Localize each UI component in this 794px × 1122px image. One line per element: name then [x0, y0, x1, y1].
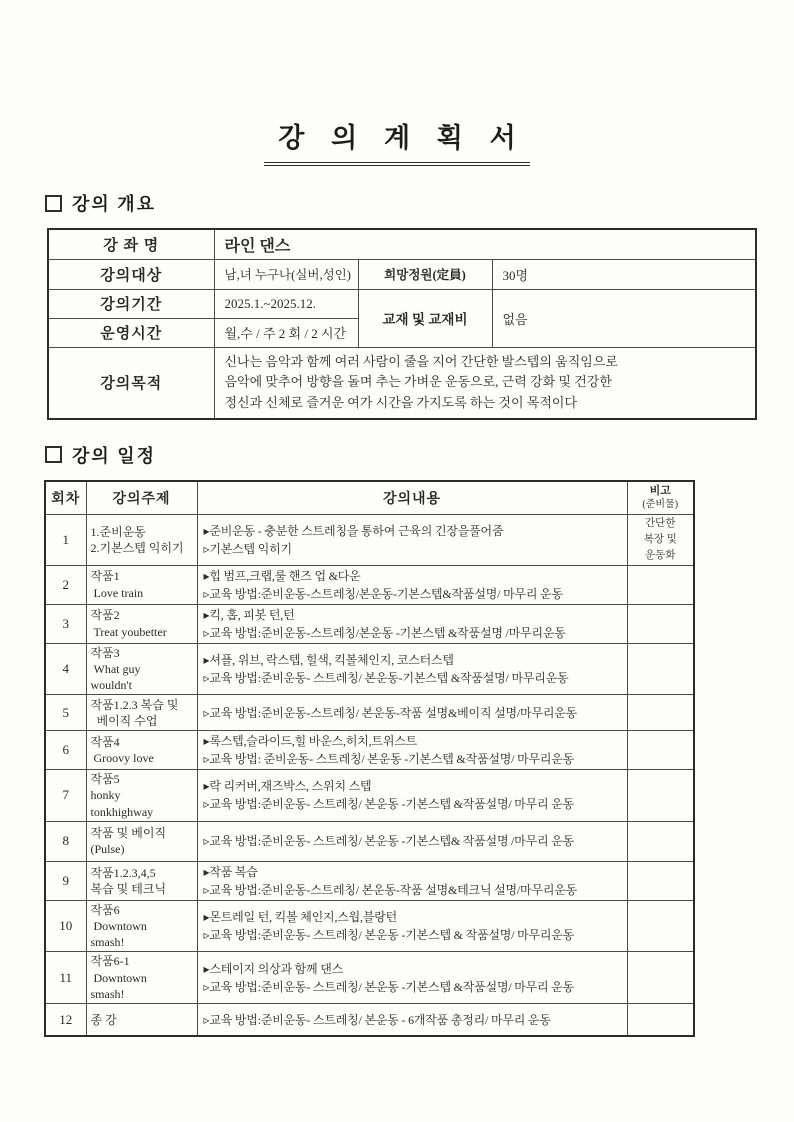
- table-row: [45, 515, 694, 565]
- checkbox-icon: [45, 446, 62, 463]
- session-cell: 2: [45, 565, 86, 604]
- session-cell: 5: [45, 695, 86, 731]
- session-cell: 4: [45, 643, 86, 695]
- topic-cell: 작품2 Treat youbetter: [86, 604, 197, 643]
- topic-cell: 작품5 honky tonkhighway: [86, 770, 197, 822]
- header-topic: 강의주제: [86, 481, 197, 515]
- content-cell: ▸준비운동 - 충분한 스트레칭을 통하여 근육의 긴장을풀어줌 ▹기본스텝 익히기: [197, 515, 627, 565]
- content-cell: ▸킥, 홉, 피봇 턴,턴 ▹교육 방법:준비운동-스트레칭/본운동 -기본스텝 &작품설명 /마무리운동: [197, 604, 627, 643]
- note-cell: 간단한 복장 및 운동화: [627, 515, 694, 565]
- purpose-line: 음악에 맞추어 방향을 돌며 추는 가벼운 운동으로, 근력 강화 및 건강한: [224, 374, 612, 390]
- content-cell: ▸작품 복습 ▹교육 방법:준비운동-스트레칭/ 본운동-작품 설명&테크닉 설명/마무리운동: [197, 861, 627, 900]
- content-cell: ▸락 리커버,재즈박스, 스위치 스텝 ▹교육 방법:준비운동- 스트레칭/ 본운동 -기본스텝 &작품설명/ 마무리 운동: [197, 770, 627, 822]
- table-row: [45, 952, 694, 1004]
- topic-cell: 작품6 Downtown smash!: [86, 900, 197, 952]
- table-row: [45, 861, 694, 900]
- target-label: 강의대상: [48, 259, 214, 289]
- session-cell: 7: [45, 770, 86, 822]
- topic-cell: 작품1.2.3,4,5 복습 및 테크닉: [86, 861, 197, 900]
- session-cell: 6: [45, 731, 86, 770]
- section-overview-title: 강의 개요: [72, 194, 157, 214]
- table-row: [45, 565, 694, 604]
- table-row: [45, 643, 694, 695]
- course-name-label: 강 좌 명: [48, 229, 214, 259]
- materials-label: 교재 및 교재비: [358, 289, 492, 347]
- table-row: [48, 289, 756, 318]
- topic-cell: 작품4 Groovy love: [86, 731, 197, 770]
- section-overview-header: [45, 190, 794, 216]
- note-cell: [627, 643, 694, 695]
- note-cell: [627, 604, 694, 643]
- note-cell: [627, 952, 694, 1004]
- header-content: 강의내용: [197, 481, 627, 515]
- purpose-line: 신나는 음악과 함께 여러 사람이 줄을 지어 간단한 발스텝의 움직임으로: [224, 353, 618, 369]
- capacity-label: 희망정원(定員): [358, 259, 492, 289]
- topic-cell: 종 강: [86, 1003, 197, 1036]
- note-cell: [627, 821, 694, 861]
- schedule-table: [44, 480, 695, 1038]
- course-name-value: 라인 댄스: [214, 229, 756, 259]
- purpose-label: 강의목적: [48, 347, 214, 419]
- header-note: 비고 (준비물): [627, 481, 694, 515]
- content-cell: ▸힙 범프,크랩,룰 핸즈 업 &다운 ▹교육 방법:준비운동-스트레칭/본운동-기본스텝&작품설명/ 마무리 운동: [197, 565, 627, 604]
- table-row: [48, 259, 756, 289]
- hours-value: 월,수 / 주 2 회 / 2 시간: [214, 318, 358, 347]
- note-cell: [627, 770, 694, 822]
- session-cell: 3: [45, 604, 86, 643]
- period-value: 2025.1.~2025.12.: [214, 289, 358, 318]
- hours-label: 운영시간: [48, 318, 214, 347]
- content-cell: ▸스테이지 의상과 함께 댄스 ▹교육 방법:준비운동- 스트레칭/ 본운동 -기본스텝 &작품설명/ 마무리 운동: [197, 952, 627, 1004]
- materials-value: 없음: [492, 289, 756, 347]
- table-row: [48, 347, 756, 419]
- topic-cell: 작품6-1 Downtown smash!: [86, 952, 197, 1004]
- overview-table: [47, 228, 757, 420]
- note-cell: [627, 565, 694, 604]
- section-schedule-title: 강의 일정: [72, 445, 157, 466]
- table-row: [45, 1003, 694, 1036]
- topic-cell: 작품1 Love train: [86, 565, 197, 604]
- note-cell: [627, 695, 694, 731]
- title-block: [0, 0, 794, 166]
- content-cell: ▸셔플, 위브, 락스텝, 힐색, 킥볼체인지, 코스터스텝 ▹교육 방법:준비운동- 스트레칭/ 본운동-기본스텝 &작품설명/ 마무리운동: [197, 643, 627, 695]
- note-cell: [627, 731, 694, 770]
- table-row: [45, 604, 694, 643]
- topic-cell: 작품 및 베이직 (Pulse): [86, 821, 197, 861]
- purpose-line: 정신과 신체로 즐거운 여가 시간을 가지도록 하는 것이 목적이다: [224, 395, 578, 411]
- table-row: [45, 731, 694, 770]
- topic-cell: 1.준비운동 2.기본스텝 익히기: [86, 515, 197, 565]
- session-cell: 8: [45, 821, 86, 861]
- session-cell: 10: [45, 900, 86, 952]
- table-row: [45, 770, 694, 822]
- table-row: [48, 229, 756, 259]
- content-cell: ▹교육 방법:준비운동- 스트레칭/ 본운동 - 6개작품 총정리/ 마무리 운동: [197, 1003, 627, 1036]
- session-cell: 12: [45, 1003, 86, 1036]
- session-cell: 9: [45, 861, 86, 900]
- topic-cell: 작품1.2.3 복습 및 베이직 수업: [86, 695, 197, 731]
- purpose-value: [214, 347, 756, 419]
- table-row: [45, 695, 694, 731]
- section-schedule-header: [45, 442, 794, 468]
- table-row: [45, 900, 694, 952]
- table-row: [45, 821, 694, 861]
- period-label: 강의기간: [48, 289, 214, 318]
- content-cell: ▹교육 방법:준비운동- 스트레칭/ 본운동 -기본스텝& 작품설명 /마무리 운동: [197, 821, 627, 861]
- note-cell: [627, 1003, 694, 1036]
- capacity-value: 30명: [492, 259, 756, 289]
- session-cell: 11: [45, 952, 86, 1004]
- note-cell: [627, 900, 694, 952]
- topic-cell: 작품3 What guy wouldn't: [86, 643, 197, 695]
- note-cell: [627, 861, 694, 900]
- content-cell: ▹교육 방법:준비운동-스트레칭/ 본운동-작품 설명&베이직 설명/마무리운동: [197, 695, 627, 731]
- table-header-row: [45, 481, 694, 515]
- checkbox-icon: [45, 195, 62, 212]
- page-title: 강 의 계 획 서: [264, 116, 529, 166]
- content-cell: ▸몬트레일 턴, 킥볼 체인지,스웝,블랑턴 ▹교육 방법:준비운동- 스트레칭/ 본운동 -기본스텝 & 작품설명/ 마무리운동: [197, 900, 627, 952]
- session-cell: 1: [45, 515, 86, 565]
- content-cell: ▸록스텝,슬라이드,힐 바운스,히치,트위스트 ▹교육 방법: 준비운동- 스트레칭/ 본운동 -기본스텝 &작품설명/ 마무리운동: [197, 731, 627, 770]
- target-value: 남,녀 누구나(실버,성인): [214, 259, 358, 289]
- header-session: 회차: [45, 481, 86, 515]
